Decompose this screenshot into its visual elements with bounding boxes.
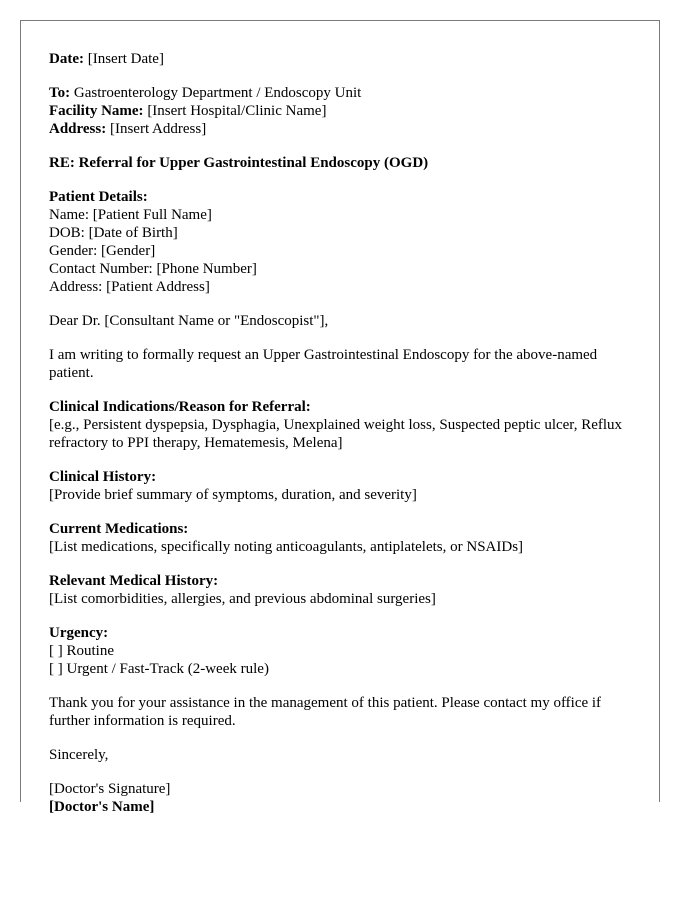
medical-history-section — [49, 572, 629, 608]
patient-name-line: Name: [Patient Full Name] — [49, 207, 212, 223]
closing-paragraph: Thank you for your assistance in the management of this patient. Please contact my office if further information is required. — [49, 695, 602, 729]
address-line — [49, 120, 629, 138]
signoff: Sincerely, — [49, 747, 109, 763]
urgency-section — [49, 624, 629, 678]
clinical-history-text: [Provide brief summary of symptoms, duration, and severity] — [49, 487, 417, 503]
patient-address-line: Address: [Patient Address] — [49, 279, 210, 295]
letter-page — [20, 20, 660, 815]
medications-heading: Current Medications: — [49, 521, 189, 537]
salutation: Dear Dr. [Consultant Name or "Endoscopist"], — [49, 313, 329, 329]
recipient-block — [49, 84, 629, 138]
re-line: RE: Referral for Upper Gastrointestinal Endoscopy (OGD) — [49, 155, 429, 171]
clinical-history-section — [49, 468, 629, 504]
to-line — [49, 84, 629, 102]
date-label: Date: — [49, 51, 84, 67]
medications-section — [49, 520, 629, 556]
medical-history-heading: Relevant Medical History: — [49, 573, 219, 589]
patient-gender-line: Gender: [Gender] — [49, 243, 156, 259]
indications-section — [49, 398, 629, 452]
urgency-option-urgent: [ ] Urgent / Fast-Track (2-week rule) — [49, 661, 269, 677]
medical-history-text: [List comorbidities, allergies, and previous abdominal surgeries] — [49, 591, 436, 607]
letter-body — [49, 50, 629, 832]
clinical-history-heading: Clinical History: — [49, 469, 157, 485]
patient-dob-line: DOB: [Date of Birth] — [49, 225, 178, 241]
facility-value: [Insert Hospital/Clinic Name] — [147, 103, 327, 119]
patient-contact-line: Contact Number: [Phone Number] — [49, 261, 257, 277]
doctor-signature: [Doctor's Signature] — [49, 781, 171, 797]
facility-line — [49, 102, 629, 120]
facility-label: Facility Name: — [49, 103, 144, 119]
date-value: [Insert Date] — [87, 51, 164, 67]
address-value: [Insert Address] — [109, 121, 207, 137]
date-line — [49, 50, 629, 68]
medications-text: [List medications, specifically noting anticoagulants, antiplatelets, or NSAIDs] — [49, 539, 524, 555]
doctor-name: [Doctor's Name] — [49, 799, 155, 815]
indications-heading: Clinical Indications/Reason for Referral: — [49, 399, 311, 415]
to-label: To: — [49, 85, 71, 101]
patient-heading: Patient Details: — [49, 189, 148, 205]
indications-text: [e.g., Persistent dyspepsia, Dysphagia, Unexplained weight loss, Suspected peptic ulcer, Reflux refractory to PPI therapy, Hematemesis, Melena] — [49, 417, 623, 451]
intro-paragraph: I am writing to formally request an Upper Gastrointestinal Endoscopy for the above-named patient. — [49, 347, 598, 381]
urgency-option-routine: [ ] Routine — [49, 643, 114, 659]
to-value: Gastroenterology Department / Endoscopy Unit — [73, 85, 362, 101]
address-label: Address: — [49, 121, 107, 137]
patient-details — [49, 188, 629, 296]
signature-block — [49, 780, 629, 816]
urgency-heading: Urgency: — [49, 625, 109, 641]
